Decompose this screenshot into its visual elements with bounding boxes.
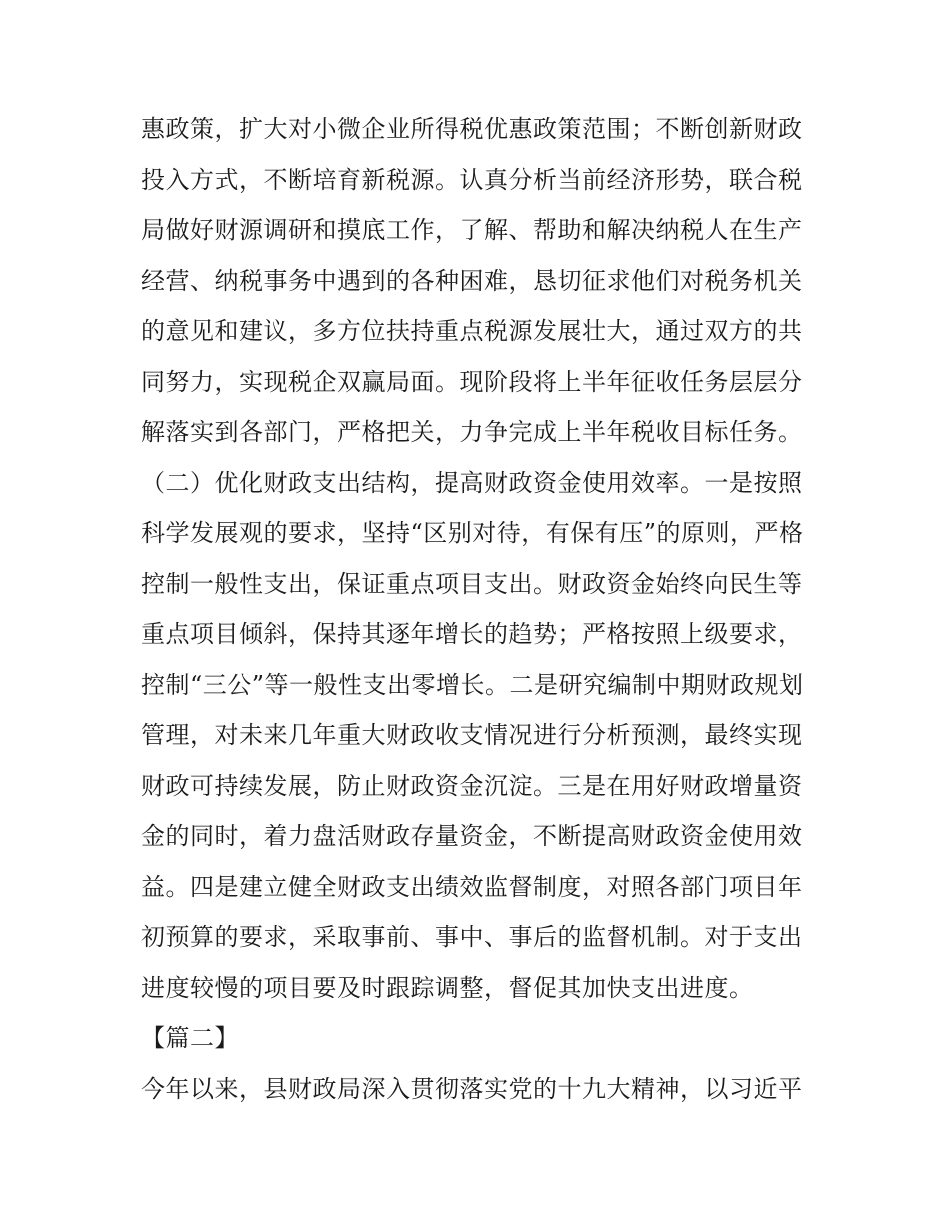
text-line: 惠政策，扩大对小微企业所得税优惠政策范围；不断创新财政 — [141, 115, 803, 143]
text-line: 财政可持续发展，防止财政资金沉淀。三是在用好财政增量资 — [141, 771, 803, 800]
text-line: 控制“三公”等一般性支出零增长。二是研究编制中期财政规划 — [141, 670, 804, 699]
text-line: 解落实到各部门，严格把关，力争完成上半年税收目标任务。 — [141, 418, 803, 446]
text-line: 管理，对未来几年重大财政收支情况进行分析预测，最终实现 — [141, 721, 803, 749]
text-line: 益。四是建立健全财政支出绩效监督制度，对照各部门项目年 — [141, 872, 803, 901]
chapter-heading: 【篇二】 — [141, 1024, 239, 1052]
text-line: 今年以来，县财政局深入贯彻落实党的十九大精神，以习近平 — [141, 1074, 803, 1103]
body-text — [141, 104, 821, 1114]
text-line: 局做好财源调研和摸底工作，了解、帮助和解决纳税人在生产 — [141, 216, 803, 244]
text-line: 科学发展观的要求，坚持“区别对待，有保有压”的原则，严格 — [141, 519, 804, 547]
text-line: 同努力，实现税企双赢局面。现阶段将上半年征收任务层层分 — [141, 367, 803, 396]
section-heading-line: （二）优化财政支出结构，提高财政资金使用效率。一是按照 — [141, 468, 803, 497]
text-line: 进度较慢的项目要及时跟踪调整，督促其加快支出进度。 — [141, 973, 754, 1002]
text-line: 投入方式，不断培育新税源。认真分析当前经济形势，联合税 — [141, 165, 803, 194]
text-line: 金的同时，着力盘活财政存量资金，不断提高财政资金使用效 — [141, 822, 803, 850]
text-line: 初预算的要求，采取事前、事中、事后的监督机制。对于支出 — [141, 923, 803, 951]
text-line: 控制一般性支出，保证重点项目支出。财政资金始终向民生等 — [141, 569, 803, 598]
text-line: 重点项目倾斜，保持其逐年增长的趋势；严格按照上级要求， — [141, 620, 803, 648]
text-line: 的意见和建议，多方位扶持重点税源发展壮大，通过双方的共 — [141, 317, 803, 345]
text-line: 经营、纳税事务中遇到的各种困难，恳切征求他们对税务机关 — [141, 266, 803, 295]
